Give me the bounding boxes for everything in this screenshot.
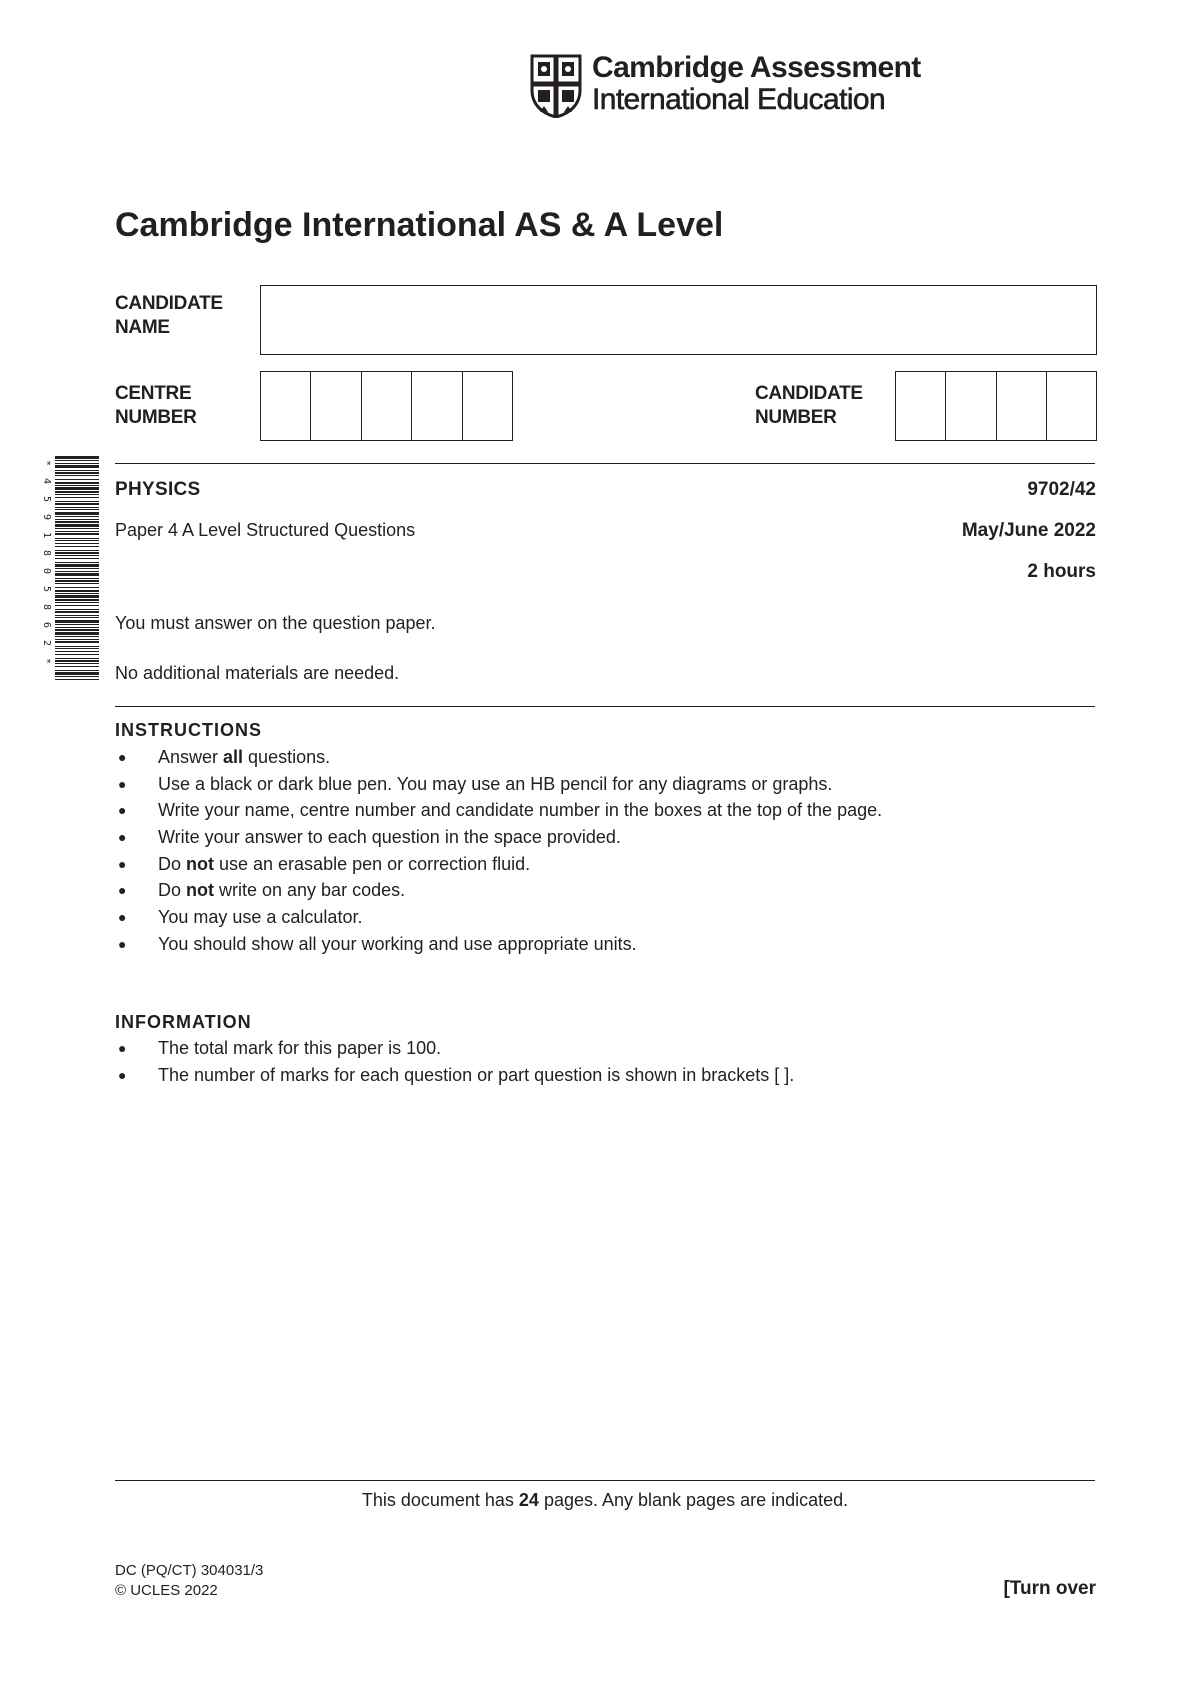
centre-number-label — [115, 382, 197, 430]
instructions-item — [115, 904, 882, 931]
barcode-bar — [55, 538, 99, 539]
barcode-digit: 9 — [41, 514, 52, 521]
candidate-name-label — [115, 292, 223, 340]
barcode-bar — [55, 516, 99, 517]
barcode-digit: 2 — [41, 640, 52, 647]
barcode-bar — [55, 580, 99, 582]
page-count: 24 — [518, 1490, 539, 1510]
barcode-bar — [55, 482, 99, 484]
instructions-text: You may use a calculator. — [158, 907, 363, 928]
bullet-icon: ● — [118, 802, 127, 819]
instructions-text: Use a black or dark blue pen. You may use an HB pencil for any diagrams or graphs. — [158, 773, 833, 794]
barcode-bar — [55, 546, 99, 547]
information-text: The total mark for this paper is 100. — [158, 1038, 442, 1058]
candidate-number-digit-box[interactable] — [1047, 372, 1096, 440]
bullet-icon: ● — [118, 909, 127, 926]
note-no-materials: No additional materials are needed. — [115, 663, 400, 683]
barcode-bar — [55, 540, 99, 541]
information-heading: INFORMATION — [115, 1012, 252, 1032]
centre-number-digit-box[interactable] — [463, 372, 512, 440]
instructions-text: Do — [158, 853, 187, 874]
barcode-bar — [55, 465, 99, 468]
copyright: © UCLES 2022 — [115, 1582, 218, 1599]
instructions-text: Answer — [158, 747, 224, 767]
barcode-bar — [55, 573, 99, 576]
candidate-name-box[interactable] — [260, 285, 1097, 355]
barcode-bar — [55, 571, 99, 572]
barcode-bar — [55, 555, 99, 556]
centre-number-digit-box[interactable] — [362, 372, 412, 440]
barcode-bar — [55, 578, 99, 579]
barcode-bars — [55, 456, 99, 682]
barcode-bar — [55, 479, 99, 480]
instructions-item — [115, 744, 882, 771]
cambridge-logo — [530, 51, 921, 118]
barcode-bar — [55, 636, 99, 637]
barcode-bar — [55, 611, 99, 613]
barcode-bar — [55, 666, 99, 667]
barcode-digit: 8 — [41, 550, 52, 557]
barcode-digits — [41, 456, 51, 682]
barcode-bar — [55, 497, 99, 498]
paper-code: 9702/42 — [1027, 479, 1096, 500]
barcode-bar — [55, 646, 99, 647]
barcode-bar — [55, 507, 99, 508]
instructions-item — [115, 877, 882, 904]
instructions-item — [115, 771, 882, 798]
logo-line-1: Cambridge Assessment — [592, 51, 921, 84]
barcode-bar — [55, 648, 99, 649]
instructions-emphasis: all — [223, 747, 244, 767]
barcode-bar — [55, 676, 99, 677]
barcode-bar — [55, 460, 99, 461]
barcode-bar — [55, 587, 99, 588]
duration: 2 hours — [1027, 561, 1096, 582]
barcode-bar — [55, 512, 99, 515]
barcode-bar — [55, 543, 99, 544]
barcode-bar — [55, 627, 99, 628]
barcode-bar — [55, 509, 99, 510]
barcode-bar — [55, 654, 99, 655]
bullet-icon: ● — [118, 1040, 127, 1056]
barcode-bar — [55, 521, 99, 523]
barcode-bar — [55, 629, 99, 631]
instructions-emphasis: not — [186, 880, 214, 901]
barcode-bar — [55, 524, 99, 527]
instructions-heading: INSTRUCTIONS — [115, 720, 262, 740]
divider-bottom — [115, 1480, 1095, 1481]
barcode-bar — [55, 501, 99, 502]
barcode-bar — [55, 599, 99, 601]
barcode-bar — [55, 605, 99, 606]
barcode-bar — [55, 533, 99, 535]
barcode-bar — [55, 593, 99, 594]
information-item — [115, 1035, 794, 1062]
barcode-digit: 5 — [41, 586, 52, 593]
instructions-text: Do — [158, 880, 187, 901]
barcode-bar — [55, 583, 99, 584]
barcode-bar — [55, 679, 99, 680]
barcode-bar — [55, 602, 99, 603]
bullet-icon: ● — [118, 882, 127, 899]
information-text: The number of marks for each question or part question is shown in brackets [ ]. — [158, 1064, 795, 1085]
crest-icon — [530, 54, 582, 118]
barcode-bar — [55, 590, 99, 592]
bullet-icon: ● — [118, 1066, 127, 1083]
instructions-text: You should show all your working and use appropriate units. — [158, 933, 637, 954]
bullet-icon: ● — [118, 935, 127, 952]
information-list — [115, 1035, 794, 1088]
barcode-bar — [55, 558, 99, 559]
candidate-name-label-line-1: CANDIDATE — [115, 293, 223, 314]
barcode-digit: * — [41, 460, 52, 467]
centre-number-digit-box[interactable] — [412, 372, 462, 440]
barcode-bar — [55, 562, 99, 563]
barcode-bar — [55, 487, 99, 490]
barcode-digit: 0 — [41, 568, 52, 575]
candidate-number-boxes — [895, 371, 1097, 441]
barcode-bar — [55, 651, 99, 652]
barcode-bar — [55, 494, 99, 495]
document-code: DC (PQ/CT) 304031/3 — [115, 1562, 264, 1579]
barcode-bar — [55, 617, 99, 618]
barcode-bar — [55, 660, 99, 662]
divider-top — [115, 463, 1095, 464]
subject: PHYSICS — [115, 479, 201, 500]
barcode-bar — [55, 519, 99, 520]
barcode-bar — [55, 615, 99, 616]
barcode-bar — [55, 472, 99, 474]
candidate-number-label-line-1: CANDIDATE — [755, 383, 863, 404]
qualification-title: Cambridge International AS & A Level — [115, 206, 724, 244]
barcode-bar — [55, 641, 99, 643]
barcode-digit: 6 — [41, 622, 52, 629]
bullet-icon: ● — [118, 749, 127, 765]
barcode-digit: 4 — [41, 478, 52, 485]
barcode-digit: * — [41, 658, 52, 665]
candidate-number-digit-box[interactable] — [997, 372, 1047, 440]
barcode-bar — [55, 672, 99, 675]
candidate-number-digit-box[interactable] — [896, 372, 946, 440]
barcode-bar — [55, 475, 99, 476]
note-answer-on-paper: You must answer on the question paper. — [115, 613, 436, 633]
bullet-icon: ● — [118, 829, 127, 846]
centre-number-label-line-1: CENTRE — [115, 383, 192, 404]
instructions-text: Write your name, centre number and candidate number in the boxes at the top of the page. — [158, 800, 883, 821]
barcode-bar — [55, 485, 99, 486]
barcode-bar — [55, 670, 99, 671]
instructions-item — [115, 797, 882, 824]
barcode-bar — [55, 550, 99, 551]
page-count-post: pages. Any blank pages are indicated. — [538, 1490, 849, 1510]
instructions-item — [115, 824, 882, 851]
instructions-item — [115, 931, 882, 958]
instructions-item — [115, 851, 882, 878]
centre-number-label-line-2: NUMBER — [115, 407, 197, 428]
barcode-bar — [55, 528, 99, 529]
barcode-bar — [55, 624, 99, 625]
centre-number-boxes — [260, 371, 513, 441]
barcode-bar — [55, 632, 99, 635]
barcode-bar — [55, 639, 99, 640]
barcode-bar — [55, 470, 99, 471]
barcode-digit: 1 — [41, 532, 52, 539]
barcode-bar — [55, 552, 99, 554]
instructions-emphasis: not — [186, 853, 214, 874]
barcode-bar — [55, 568, 99, 569]
candidate-number-label — [755, 382, 863, 430]
barcode — [41, 456, 99, 682]
barcode-bar — [55, 456, 99, 459]
logo-line-2: International Education — [592, 83, 886, 116]
barcode-bar — [55, 564, 99, 567]
barcode-bar — [55, 491, 99, 493]
barcode-bar — [55, 595, 99, 598]
barcode-bar — [55, 663, 99, 664]
page-count-pre: This document has — [361, 1490, 519, 1510]
instructions-text: Write your answer to each question in the space provided. — [158, 827, 621, 848]
barcode-bar — [55, 463, 99, 464]
barcode-digit: 8 — [41, 604, 52, 611]
page-count-note — [115, 1490, 1095, 1511]
barcode-bar — [55, 620, 99, 623]
information-item — [115, 1062, 794, 1089]
exam-session: May/June 2022 — [961, 520, 1096, 541]
barcode-bar — [55, 503, 99, 505]
centre-number-digit-box[interactable] — [311, 372, 361, 440]
divider-middle — [115, 706, 1095, 707]
candidate-name-label-line-2: NAME — [115, 317, 170, 338]
candidate-number-label-line-2: NUMBER — [755, 407, 837, 428]
barcode-bar — [55, 609, 99, 610]
bullet-icon: ● — [118, 775, 127, 792]
instructions-text-after: use an erasable pen or correction fluid. — [214, 853, 531, 874]
barcode-digit: 5 — [41, 496, 52, 503]
barcode-bar — [55, 531, 99, 532]
paper-title: Paper 4 A Level Structured Questions — [115, 520, 416, 540]
instructions-text-after: questions. — [243, 747, 331, 767]
turn-over: [Turn over — [1003, 1578, 1096, 1599]
instructions-list — [115, 744, 882, 958]
barcode-bar — [55, 658, 99, 659]
centre-number-digit-box[interactable] — [261, 372, 311, 440]
instructions-text-after: write on any bar codes. — [214, 880, 406, 901]
candidate-number-digit-box[interactable] — [946, 372, 996, 440]
bullet-icon: ● — [118, 855, 127, 872]
